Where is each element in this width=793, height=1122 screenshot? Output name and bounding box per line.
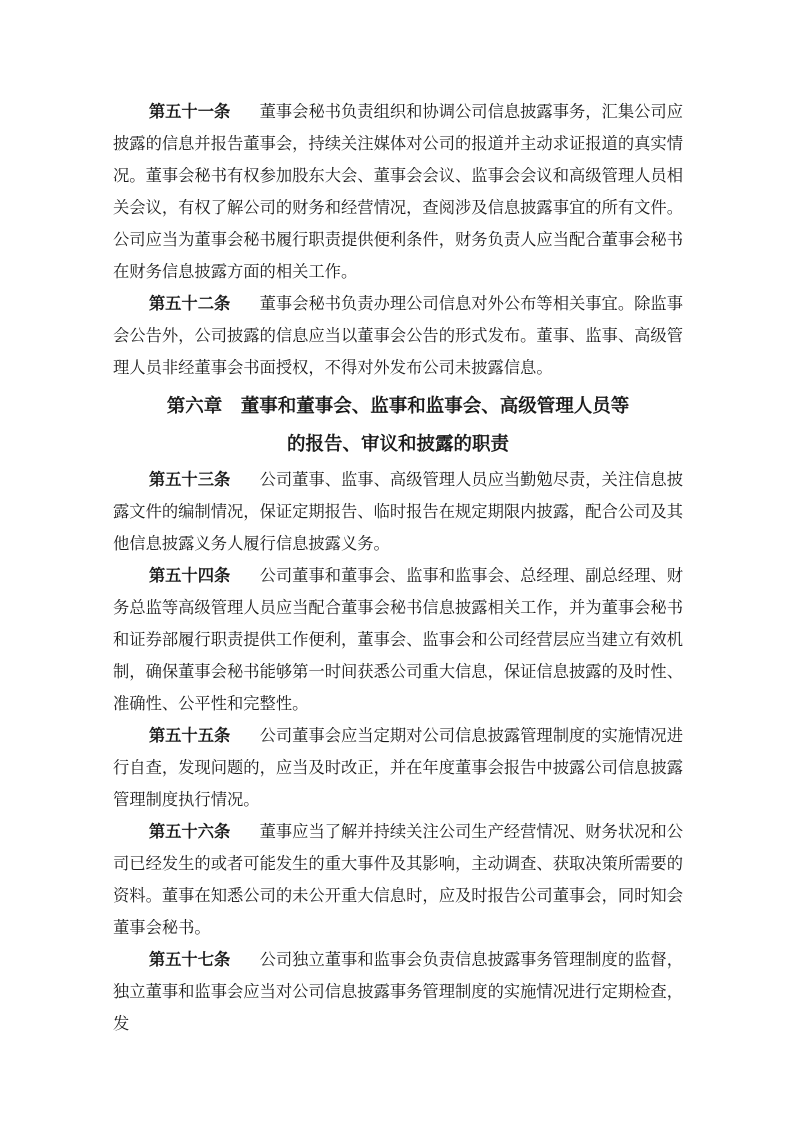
article-56-text: 董事应当了解并持续关注公司生产经营情况、财务状况和公司已经发生的或者可能发生的重大事件及其影响，主动调查、获取决策所需要的资料。董事在知悉公司的未公开重大信息时，应及时报告公司董事会，同时知会董事会秘书。 [113, 822, 683, 937]
article-54-number: 第五十四条 [148, 566, 231, 585]
article-51 [113, 96, 683, 288]
article-57-number: 第五十七条 [148, 950, 231, 969]
article-53 [113, 464, 683, 560]
article-54-text: 公司董事和董事会、监事和监事会、总经理、副总经理、财务总监等高级管理人员应当配合董事会秘书信息披露相关工作，并为董事会秘书和证券部履行职责提供工作便利，董事会、监事会和公司经营层应当建立有效机制，确保董事会秘书能够第一时间获悉公司重大信息，保证信息披露的及时性、准确性、公平性和完整性。 [113, 566, 683, 713]
article-51-text: 董事会秘书负责组织和协调公司信息披露事务，汇集公司应披露的信息并报告董事会，持续关注媒体对公司的报道并主动求证报道的真实情况。董事会秘书有权参加股东大会、董事会会议、监事会会议和高级管理人员相关会议，有权了解公司的财务和经营情况，查阅涉及信息披露事宜的所有文件。公司应当为董事会秘书履行职责提供便利条件，财务负责人应当配合董事会秘书在财务信息披露方面的相关工作。 [113, 102, 683, 281]
article-53-number: 第五十三条 [148, 470, 231, 489]
article-57-text: 公司独立董事和监事会负责信息披露事务管理制度的监督，独立董事和监事会应当对公司信息披露事务管理制度的实施情况进行定期检查，发 [113, 950, 683, 1033]
article-55 [113, 720, 683, 816]
article-51-number: 第五十一条 [148, 102, 231, 121]
article-56-number: 第五十六条 [148, 822, 231, 841]
chapter-6-heading [113, 388, 683, 464]
article-53-text: 公司董事、监事、高级管理人员应当勤勉尽责，关注信息披露文件的编制情况，保证定期报告、临时报告在规定期限内披露，配合公司及其他信息披露义务人履行信息披露义务。 [113, 470, 683, 553]
chapter-6-heading-line1: 第六章 董事和董事会、监事和监事会、高级管理人员等 [166, 397, 630, 417]
article-52-number: 第五十二条 [148, 294, 231, 313]
article-52-text: 董事会秘书负责办理公司信息对外公布等相关事宜。除监事会公告外，公司披露的信息应当以董事会公告的形式发布。董事、监事、高级管理人员非经董事会书面授权，不得对外发布公司未披露信息。 [113, 294, 683, 377]
article-52 [113, 288, 683, 384]
article-55-number: 第五十五条 [148, 726, 231, 745]
article-55-text: 公司董事会应当定期对公司信息披露管理制度的实施情况进行自查，发现问题的，应当及时改正，并在年度董事会报告中披露公司信息披露管理制度执行情况。 [113, 726, 683, 809]
article-57 [113, 944, 683, 1040]
chapter-6-heading-line2: 的报告、审议和披露的职责 [286, 435, 509, 455]
article-54 [113, 560, 683, 720]
article-56 [113, 816, 683, 944]
document-page [113, 96, 683, 1040]
